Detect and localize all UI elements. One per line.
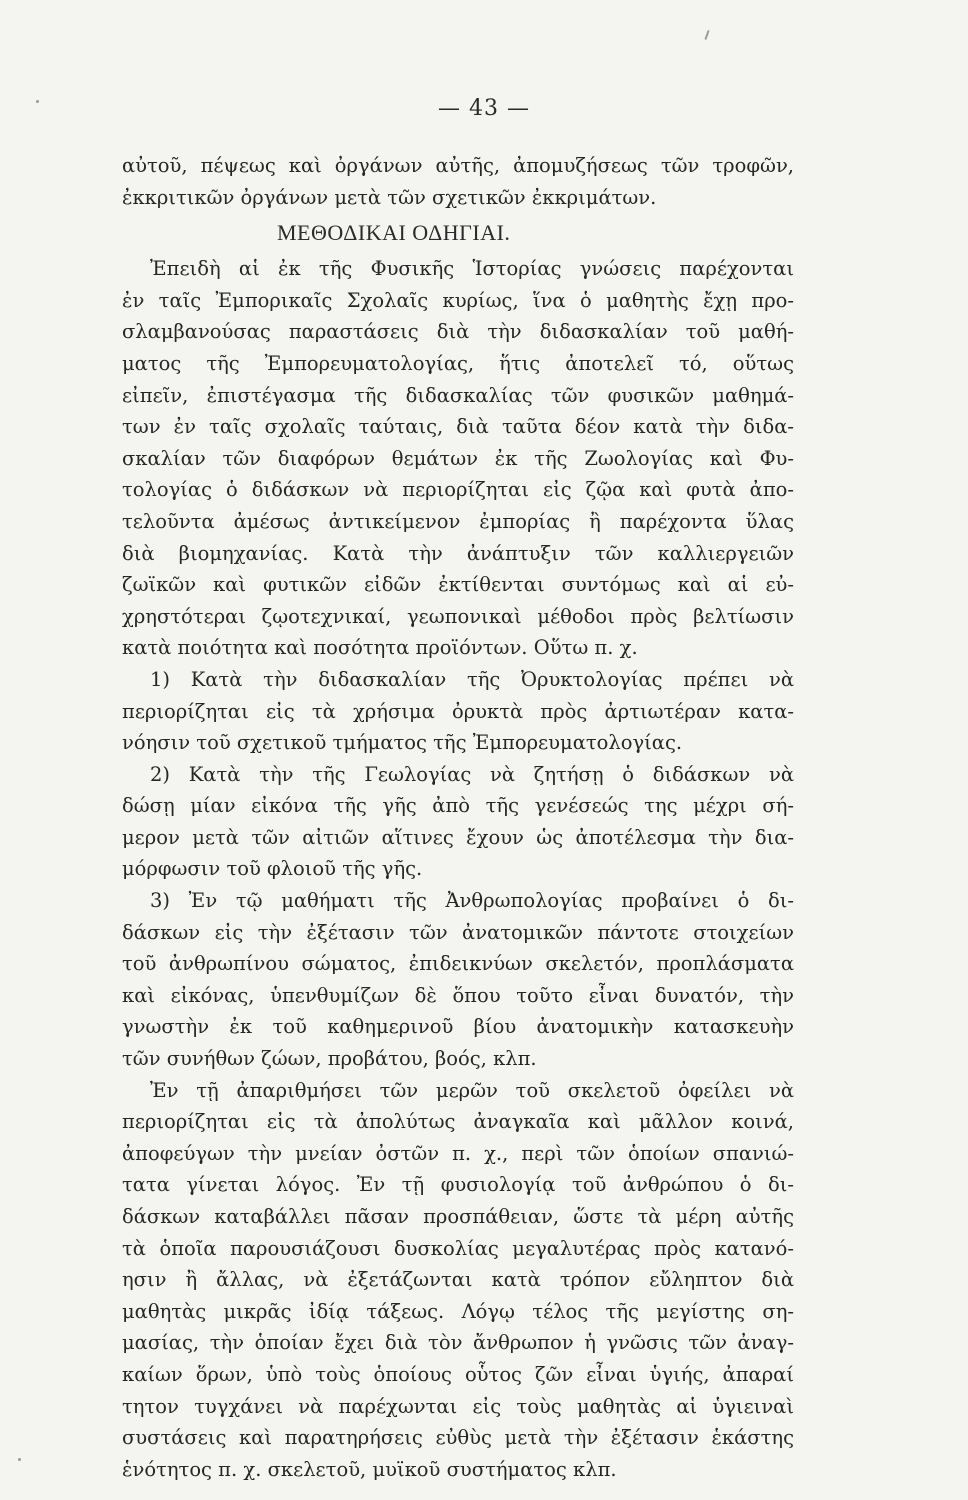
text-line: γνωστὴν ἐκ τοῦ καθημερινοῦ βίου ἀνατομικὴν κατασκευὴν — [122, 1015, 794, 1039]
text-line: μαθητὰς μικρᾶς ἰδίᾳ τάξεως. Λόγῳ τέλος τῆς μεγίστης ση- — [122, 1299, 794, 1323]
text-line: ζωϊκῶν καὶ φυτικῶν εἰδῶν ἐκτίθενται συντόμως καὶ αἱ εὐ- — [122, 573, 794, 597]
text-line: δάσκων εἰς τὴν ἐξέτασιν τῶν ἀνατομικῶν πάντοτε στοιχείων — [122, 920, 794, 944]
text-line: χρηστότεραι ζῳοτεχνικαί, γεωπονικαὶ μέθοδοι πρὸς βελτίωσιν — [122, 604, 794, 628]
scan-speck — [704, 30, 709, 40]
text-line: μόρφωσιν τοῦ φλοιοῦ τῆς γῆς. — [122, 857, 423, 881]
text-line: νόησιν τοῦ σχετικοῦ τμήματος τῆς Ἐμπορευματολογίας. — [122, 731, 683, 755]
text-line: Ἐπειδὴ αἱ ἐκ τῆς Φυσικῆς Ἱστορίας γνώσεις παρέχονται — [150, 257, 794, 281]
text-line: τητον τυγχάνει νὰ παρέχωνται εἰς τοὺς μαθητὰς αἱ ὑγιειναὶ — [122, 1394, 794, 1418]
text-line: καίων ὅρων, ὑπὸ τοὺς ὁποίους οὗτος ζῶν εἶναι ὑγιής, ἀπαραί — [122, 1362, 794, 1386]
text-line: κατὰ ποιότητα καὶ ποσότητα προϊόντων. Οὕτω π. χ. — [122, 636, 638, 660]
text-line: δάσκων καταβάλλει πᾶσαν προσπάθειαν, ὥστε τὰ μέρη αὐτῆς — [122, 1205, 794, 1228]
text-line: τολογίας ὁ διδάσκων νὰ περιορίζηται εἰς ζῷα καὶ φυτὰ ἀπο- — [122, 478, 794, 502]
text-line: εἰπεῖν, ἐπιστέγασμα τῆς διδασκαλίας τῶν φυσικῶν μαθημά- — [122, 383, 794, 407]
text-line: των ἐν ταῖς σχολαῖς ταύταις, διὰ ταῦτα δέον κατὰ τὴν διδα- — [122, 415, 794, 439]
text-line: τελοῦντα ἀμέσως ἀντικείμενον ἐμπορίας ἢ παρέχοντα ὕλας — [122, 509, 794, 533]
text-line: ματος τῆς Ἐμπορευματολογίας, ἥτις ἀποτελεῖ τό, οὕτως — [122, 351, 794, 375]
text-line: 1) Κατὰ τὴν διδασκαλίαν τῆς Ὀρυκτολογίας πρέπει νὰ — [150, 667, 794, 691]
text-line: τῶν συνήθων ζώων, προβάτου, βοός, κλπ. — [122, 1047, 537, 1071]
text-line: ησιν ἢ ἄλλας, νὰ ἐξετάζωνται κατὰ τρόπον εὔληπτον διὰ — [122, 1268, 794, 1292]
text-line: ἑνότητος π. χ. σκελετοῦ, μυϊκοῦ συστήματος κλπ. — [122, 1457, 617, 1481]
text-line: συστάσεις καὶ παρατηρήσεις εὐθὺς μετὰ τὴν ἐξέτασιν ἑκάστης — [122, 1426, 794, 1450]
text-line: σκαλίαν τῶν διαφόρων θεμάτων ἐκ τῆς Ζωολογίας καὶ Φυ- — [122, 446, 794, 470]
text-line: δώσῃ μίαν εἰκόνα τῆς γῆς ἀπὸ τῆς γενέσεώς της μέχρι σή- — [122, 794, 794, 818]
text-line: καὶ εἰκόνας, ὑπενθυμίζων δὲ ὅπου τοῦτο εἶναι δυνατόν, τὴν — [122, 983, 794, 1007]
text-line: τοῦ ἀνθρωπίνου σώματος, ἐπιδεικνύων σκελετόν, προπλάσματα — [122, 952, 794, 976]
text-line: 2) Κατὰ τὴν τῆς Γεωλογίας νὰ ζητήσῃ ὁ διδάσκων νὰ — [150, 762, 794, 786]
page-number: — 43 — — [438, 96, 530, 121]
scan-speck — [18, 1458, 21, 1461]
text-line: ἐν ταῖς Ἐμπορικαῖς Σχολαῖς κυρίως, ἵνα ὁ μαθητὴς ἔχῃ προ- — [122, 288, 794, 312]
text-line: μασίας, τὴν ὁποίαν ἔχει διὰ τὸν ἄνθρωπον ἡ γνῶσις τῶν ἀναγ- — [122, 1331, 794, 1355]
text-line: αὐτοῦ, πέψεως καὶ ὀργάνων αὐτῆς, ἀπομυζήσεως τῶν τροφῶν, — [122, 154, 794, 177]
text-line: μερον μετὰ τῶν αἰτιῶν αἵτινες ἔχουν ὡς ἀποτέλεσμα τὴν δια- — [122, 825, 794, 849]
text-line: ἐκκριτικῶν ὀργάνων μετὰ τῶν σχετικῶν ἐκκριμάτων. — [122, 185, 657, 209]
text-line: Ἐν τῇ ἀπαριθμήσει τῶν μερῶν τοῦ σκελετοῦ ὀφείλει νὰ — [150, 1078, 794, 1102]
text-line: τατα γίνεται λόγος. Ἐν τῇ φυσιολογίᾳ τοῦ ἀνθρώπου ὁ δι- — [122, 1173, 794, 1197]
text-line: περιορίζηται εἰς τὰ χρήσιμα ὀρυκτὰ πρὸς ἀρτιωτέραν κατα- — [122, 699, 794, 723]
body-text — [122, 150, 794, 1485]
text-line: περιορίζηται εἰς τὰ ἀπολύτως ἀναγκαῖα καὶ μᾶλλον κοινά, — [122, 1110, 794, 1134]
text-line: σλαμβανούσας παραστάσεις διὰ τὴν διδασκαλίαν τοῦ μαθή- — [122, 320, 794, 344]
text-line: διὰ βιομηχανίας. Κατὰ τὴν ἀνάπτυξιν τῶν καλλιεργειῶν — [122, 541, 794, 565]
text-line: τὰ ὁποῖα παρουσιάζουσι δυσκολίας μεγαλυτέρας πρὸς κατανό- — [122, 1236, 794, 1260]
section-heading: ΜΕΘΟΔΙΚΑΙ ΟΔΗΓΙΑΙ. — [277, 220, 511, 246]
text-line: 3) Ἐν τῷ μαθήματι τῆς Ἀνθρωπολογίας προβαίνει ὁ δι- — [150, 889, 794, 913]
text-line: ἀποφεύγων τὴν μνείαν ὀστῶν π. χ., περὶ τῶν ὁποίων σπανιώ- — [122, 1141, 794, 1165]
